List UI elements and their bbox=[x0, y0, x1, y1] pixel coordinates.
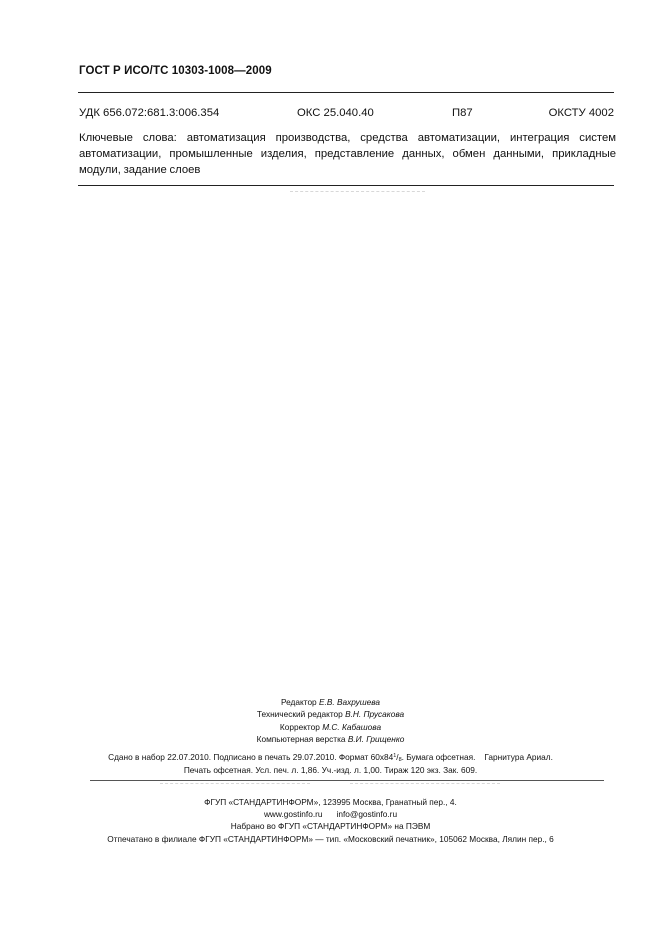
email-link[interactable]: info@gostinfo.ru bbox=[336, 809, 398, 820]
oks-code: ОКС 25.040.40 bbox=[297, 107, 374, 119]
footer-block bbox=[0, 796, 661, 845]
bleed-through-line bbox=[290, 191, 425, 192]
credit-corrector: Корректор М.С. Кабашова bbox=[279, 721, 382, 732]
keywords-paragraph: Ключевые слова: автоматизация производства, средства автоматизации, интеграция систем автоматизации, промышленные изделия, представление данных, обмен данными, прикладные модули, задание слоев bbox=[79, 132, 616, 176]
okstu-code: ОКСТУ 4002 bbox=[548, 107, 614, 119]
keywords-divider bbox=[78, 185, 614, 186]
bleed-through-line bbox=[160, 783, 310, 784]
header-divider bbox=[78, 92, 614, 93]
printed-note: Отпечатано в филиале ФГУП «СТАНДАРТИНФОРМ» — тип. «Московский печатник», 105062 Москва, Лялин пер., 6 bbox=[107, 833, 554, 844]
typeset-note: Набрано во ФГУП «СТАНДАРТИНФОРМ» на ПЭВМ bbox=[230, 821, 431, 832]
classification-row bbox=[79, 107, 614, 121]
publisher-address: ФГУП «СТАНДАРТИНФОРМ», 123995 Москва, Гранатный пер., 4. bbox=[204, 797, 457, 807]
publication-line-1: Сдано в набор 22.07.2010. Подписано в печать 29.07.2010. Формат $60x84^1/_8$. Бумага офсетная. Гарнитура Ариал. bbox=[108, 752, 553, 763]
credit-layout: Компьютерная верстка В.И. Грищенко bbox=[256, 733, 405, 744]
credit-tech-editor: Технический редактор В.Н. Прусакова bbox=[256, 709, 405, 720]
udk-code: УДК 656.072:681.3:006.354 bbox=[79, 107, 220, 119]
publisher-contacts bbox=[0, 808, 661, 820]
website-link[interactable]: www.gostinfo.ru bbox=[263, 809, 323, 820]
credit-editor: Редактор Е.В. Вахрушева bbox=[280, 697, 381, 707]
publication-info bbox=[0, 751, 661, 777]
standard-code-header: ГОСТ Р ИСО/ТС 10303-1008—2009 bbox=[79, 65, 272, 77]
publication-line-2: Печать офсетная. Усл. печ. л. 1,86. Уч.-изд. л. 1,00. Тираж 120 экз. Зак. 609. bbox=[183, 765, 478, 775]
footer-divider bbox=[90, 780, 604, 781]
credits-block bbox=[0, 696, 661, 745]
group-code: П87 bbox=[452, 107, 473, 119]
bleed-through-line bbox=[350, 783, 500, 784]
